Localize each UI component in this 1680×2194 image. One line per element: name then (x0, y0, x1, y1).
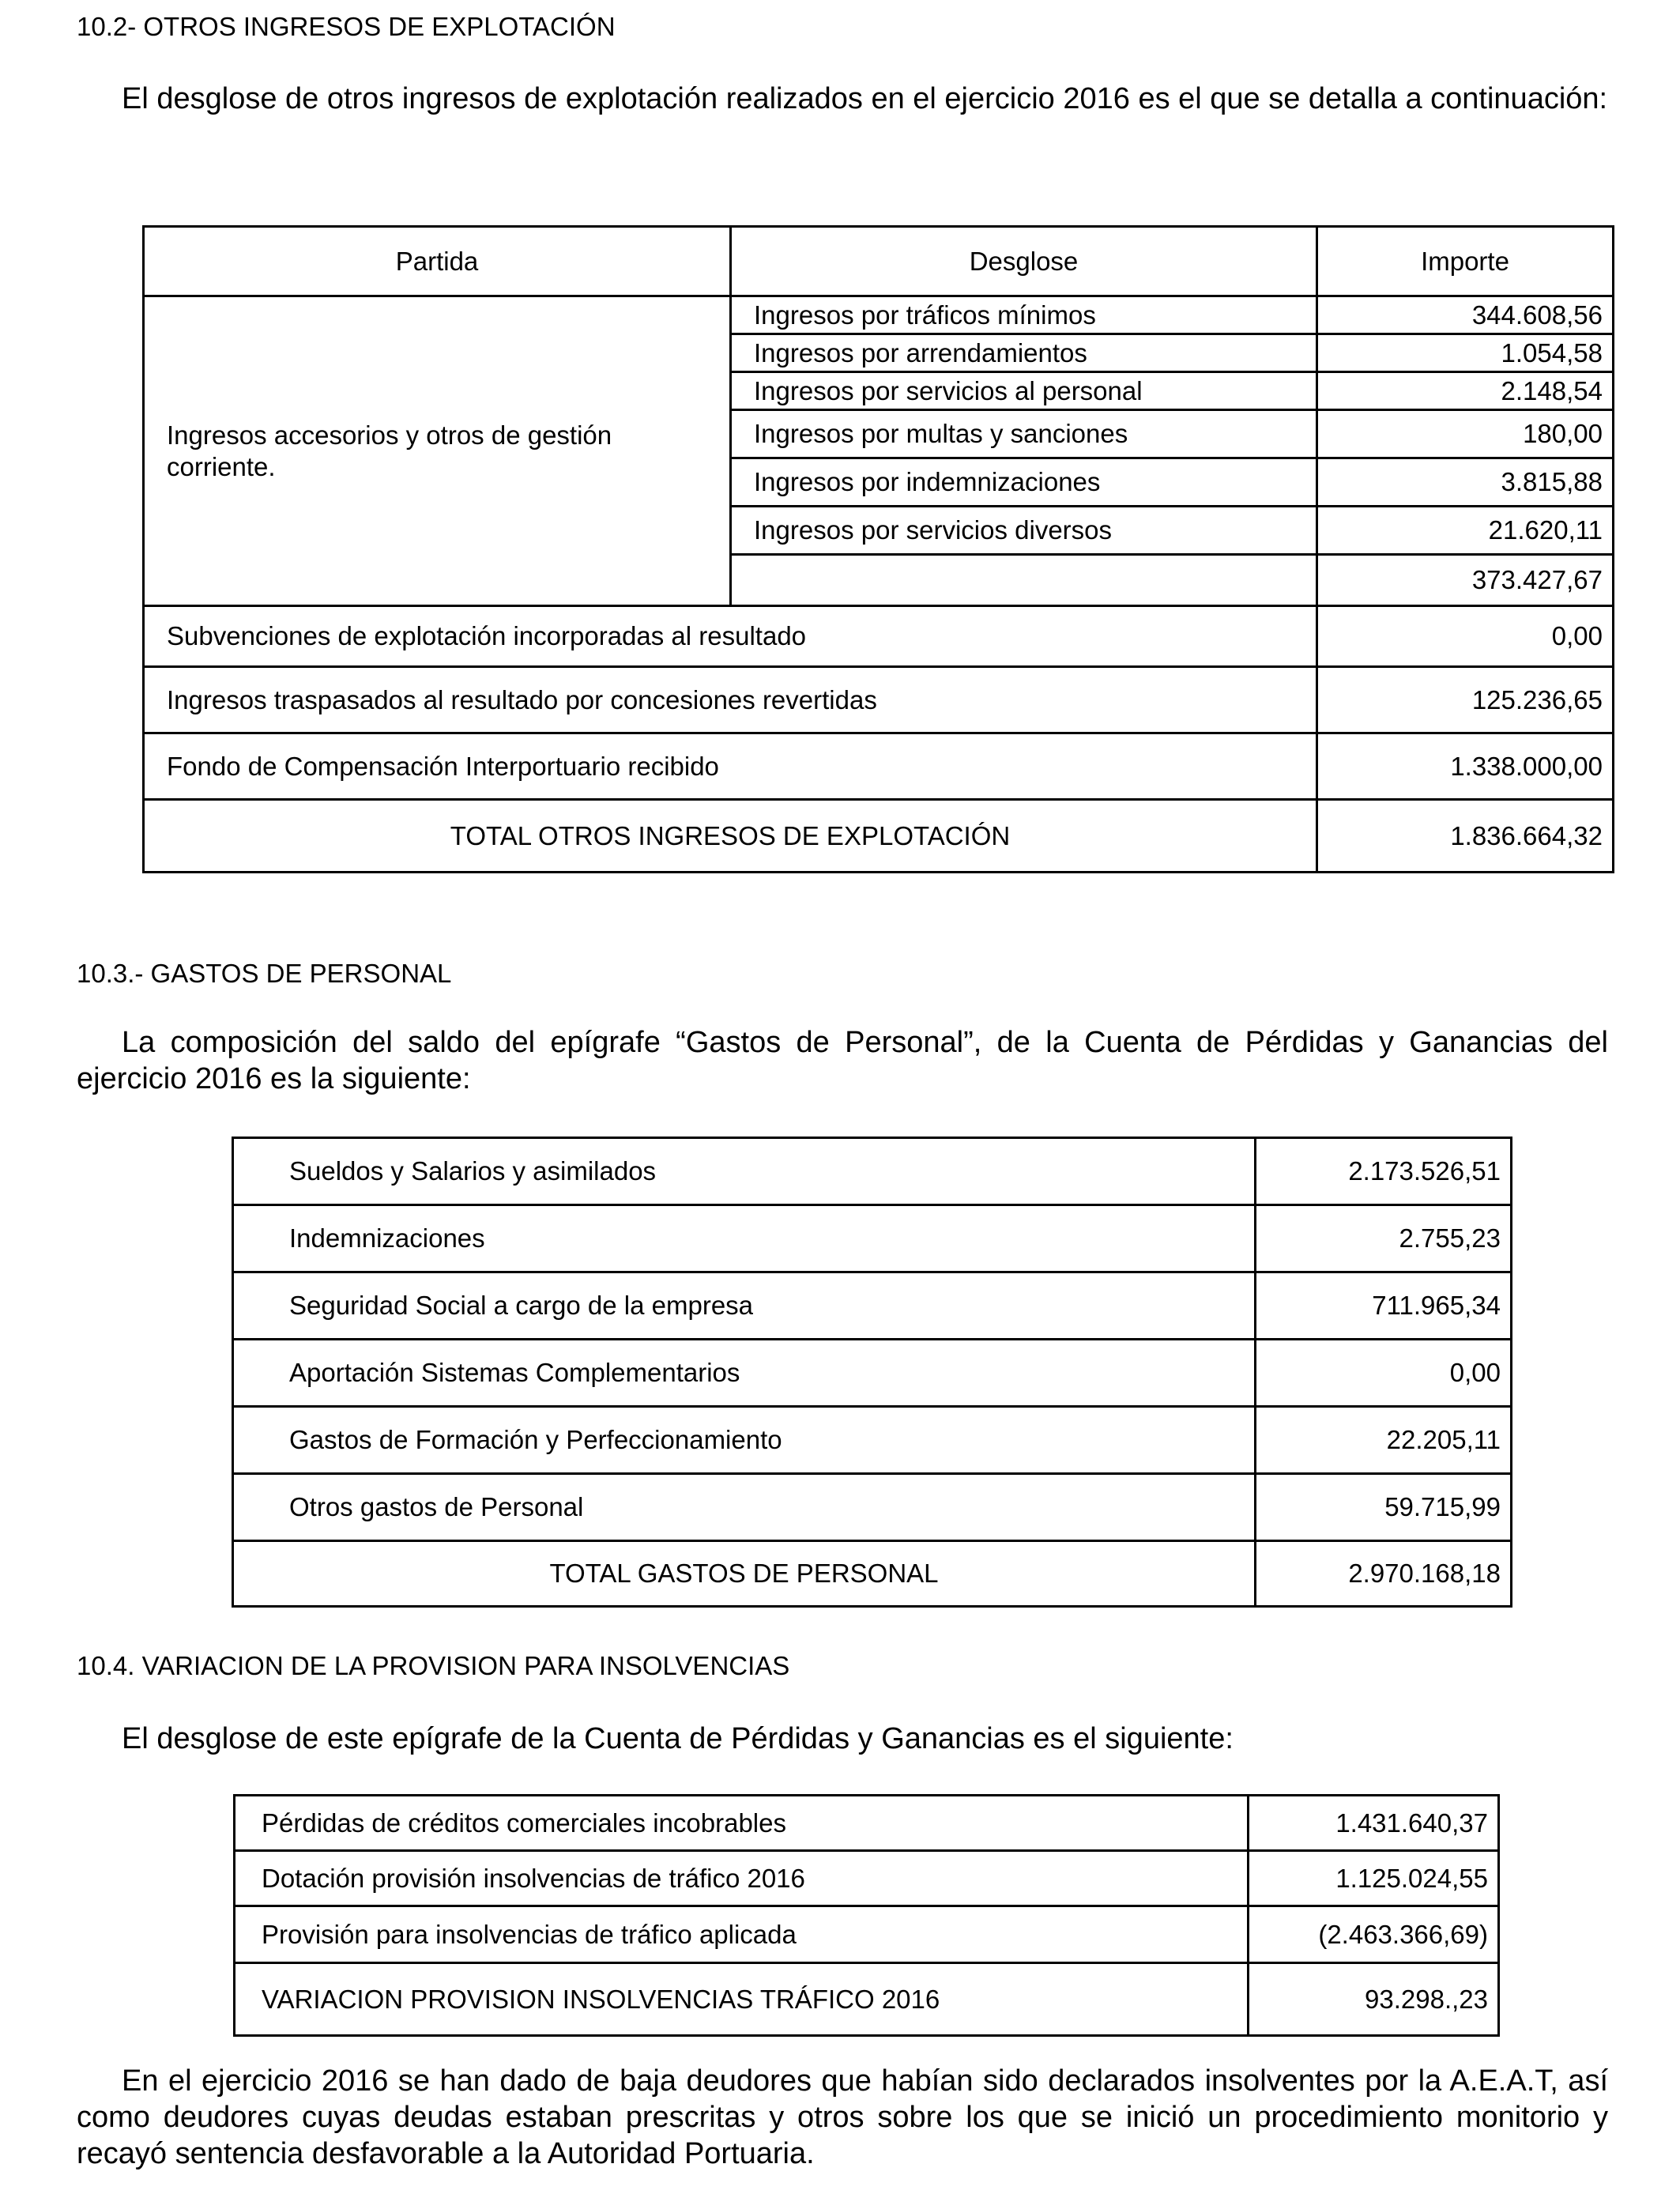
total-label: TOTAL OTROS INGRESOS DE EXPLOTACIÓN (144, 800, 1317, 873)
breakdown-label: Ingresos por tráficos mínimos (731, 296, 1317, 334)
row-value: 711.965,34 (1256, 1272, 1512, 1340)
row-value: 2.755,23 (1256, 1205, 1512, 1272)
breakdown-value: 180,00 (1317, 410, 1614, 458)
row-value: 1.338.000,00 (1317, 733, 1614, 800)
subtotal-value: 373.427,67 (1317, 555, 1614, 606)
total-row (233, 1541, 1512, 1607)
row-value: 2.173.526,51 (1256, 1138, 1512, 1205)
row-label: Provisión para insolvencias de tráfico aplicada (235, 1906, 1249, 1963)
provision-insolvencias-table (233, 1794, 1500, 2037)
table-row (235, 1906, 1499, 1963)
table-row (235, 1796, 1499, 1851)
total-row (144, 800, 1614, 873)
row-value: 0,00 (1256, 1340, 1512, 1407)
table-row (144, 606, 1614, 667)
breakdown-label: Ingresos por servicios al personal (731, 372, 1317, 410)
table-row (144, 296, 1614, 334)
row-label: Seguridad Social a cargo de la empresa (233, 1272, 1256, 1340)
row-label: Dotación provisión insolvencias de tráfico 2016 (235, 1851, 1249, 1906)
section-heading-10-4: 10.4. VARIACION DE LA PROVISION PARA INSOLVENCIAS (77, 1651, 790, 1680)
total-label: VARIACION PROVISION INSOLVENCIAS TRÁFICO 2016 (235, 1963, 1249, 2036)
breakdown-label: Ingresos por servicios diversos (731, 507, 1317, 555)
section-intro-10-2: El desglose de otros ingresos de explotación realizados en el ejercicio 2016 es el que se detalla a continuación: (122, 82, 1608, 115)
table-row (233, 1138, 1512, 1205)
row-value: 125.236,65 (1317, 667, 1614, 733)
row-label: Aportación Sistemas Complementarios (233, 1340, 1256, 1407)
breakdown-value: 344.608,56 (1317, 296, 1614, 334)
subtotal-empty-cell (731, 555, 1317, 606)
table-row (233, 1474, 1512, 1541)
group-label (144, 296, 731, 606)
table-row (144, 667, 1614, 733)
total-value: 2.970.168,18 (1256, 1541, 1512, 1607)
row-label: Indemnizaciones (233, 1205, 1256, 1272)
column-header-desglose: Desglose (731, 227, 1317, 296)
breakdown-label: Ingresos por indemnizaciones (731, 458, 1317, 507)
gastos-personal-table (232, 1137, 1512, 1608)
table-header-row (144, 227, 1614, 296)
breakdown-label: Ingresos por arrendamientos (731, 334, 1317, 372)
row-label: Fondo de Compensación Interportuario recibido (144, 733, 1317, 800)
table-row (233, 1272, 1512, 1340)
row-value: 22.205,11 (1256, 1407, 1512, 1474)
row-value: 0,00 (1317, 606, 1614, 667)
total-value: 1.836.664,32 (1317, 800, 1614, 873)
row-label: Ingresos traspasados al resultado por concesiones revertidas (144, 667, 1317, 733)
section-heading-10-2: 10.2- OTROS INGRESOS DE EXPLOTACIÓN (77, 12, 616, 41)
row-value: (2.463.366,69) (1249, 1906, 1499, 1963)
breakdown-value: 1.054,58 (1317, 334, 1614, 372)
row-label: Otros gastos de Personal (233, 1474, 1256, 1541)
table-row (233, 1407, 1512, 1474)
total-value: 93.298.,23 (1249, 1963, 1499, 2036)
section-intro-10-4: El desglose de este epígrafe de la Cuenta de Pérdidas y Ganancias es el siguiente: (122, 1722, 1234, 1755)
total-row (235, 1963, 1499, 2036)
breakdown-value: 21.620,11 (1317, 507, 1614, 555)
breakdown-value: 3.815,88 (1317, 458, 1614, 507)
row-label: Subvenciones de explotación incorporadas al resultado (144, 606, 1317, 667)
breakdown-label: Ingresos por multas y sanciones (731, 410, 1317, 458)
otros-ingresos-table (142, 225, 1614, 873)
row-label: Sueldos y Salarios y asimilados (233, 1138, 1256, 1205)
table-row (144, 733, 1614, 800)
group-label-text: Ingresos accesorios y otros de gestión corriente. (167, 420, 612, 481)
breakdown-value: 2.148,54 (1317, 372, 1614, 410)
column-header-partida: Partida (144, 227, 731, 296)
table-row (235, 1851, 1499, 1906)
table-row (233, 1205, 1512, 1272)
row-label: Gastos de Formación y Perfeccionamiento (233, 1407, 1256, 1474)
row-value: 59.715,99 (1256, 1474, 1512, 1541)
row-value: 1.125.024,55 (1249, 1851, 1499, 1906)
section-intro-10-3: La composición del saldo del epígrafe “Gastos de Personal”, de la Cuenta de Pérdidas y Ganancias del ejercicio 2016 es la siguiente: (77, 1026, 1608, 1095)
row-value: 1.431.640,37 (1249, 1796, 1499, 1851)
section-heading-10-3: 10.3.- GASTOS DE PERSONAL (77, 959, 452, 988)
total-label: TOTAL GASTOS DE PERSONAL (233, 1541, 1256, 1607)
column-header-importe: Importe (1317, 227, 1614, 296)
closing-paragraph: En el ejercicio 2016 se han dado de baja deudores que habían sido declarados insolventes por la A.E.A.T, así como deudores cuyas deudas estaban prescritas y otros sobre los que se inició un procedimiento monitorio y recayó sentencia desfavorable a la Autoridad Portuaria. (77, 2064, 1608, 2170)
row-label: Pérdidas de créditos comerciales incobrables (235, 1796, 1249, 1851)
table-row (233, 1340, 1512, 1407)
